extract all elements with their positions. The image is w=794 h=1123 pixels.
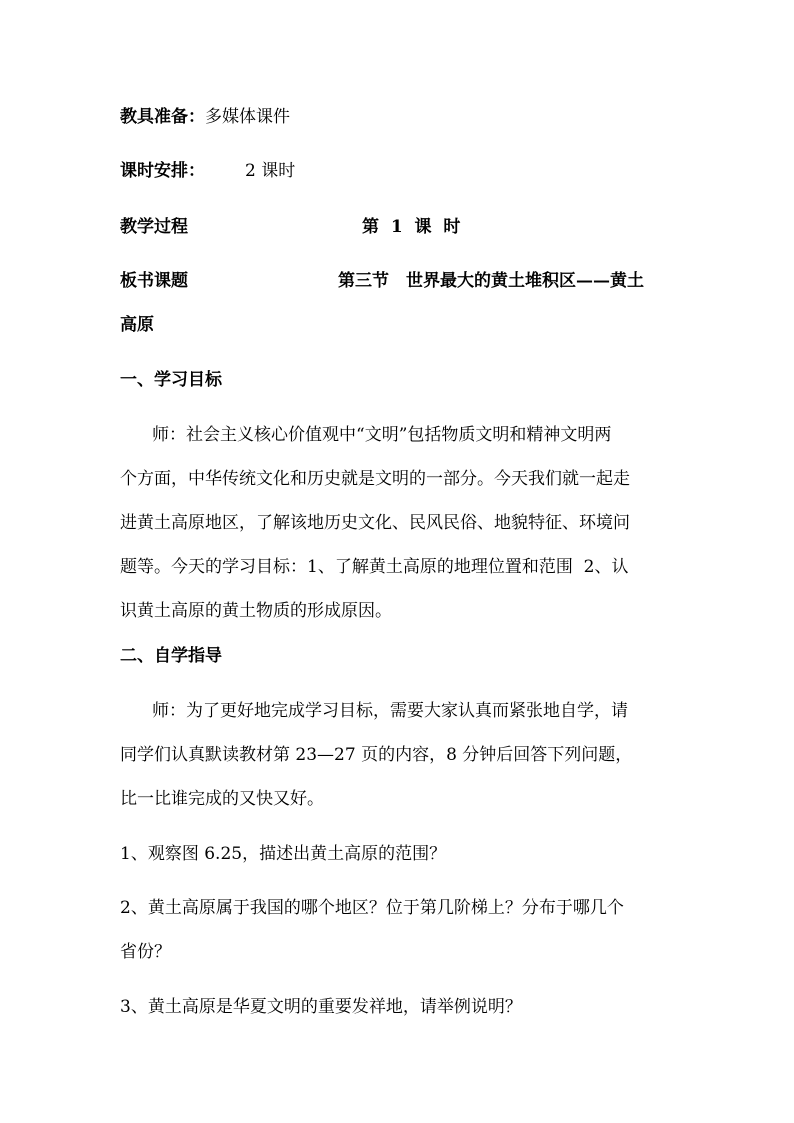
prep-value: 多媒体课件	[205, 107, 290, 127]
question-item: 3、黄土高原是华夏文明的重要发祥地，请举例说明？	[120, 997, 522, 1017]
process-line	[120, 216, 188, 238]
board-continuation: 高原	[120, 315, 154, 335]
prep-line	[120, 106, 290, 128]
section1-line: 师：社会主义核心价值观中“文明”包括物质文明和精神文明两	[152, 425, 612, 445]
question-continuation: 省份？	[120, 942, 171, 962]
board-label: 板书课题	[120, 271, 188, 291]
section2-heading: 二、自学指导	[120, 646, 222, 666]
section2-line: 师：为了更好地完成学习目标，需要大家认真而紧张地自学，请	[152, 701, 628, 721]
schedule-label: 课时安排：	[120, 161, 205, 181]
section1-heading: 一、学习目标	[120, 370, 222, 390]
question-item: 2、黄土高原属于我国的哪个地区？位于第几阶梯上？分布于哪几个	[120, 898, 624, 918]
question-item: 1、观察图 6.25，描述出黄土高原的范围？	[120, 844, 447, 864]
schedule-value: 2 课时	[245, 161, 296, 181]
section1-line: 个方面，中华传统文化和历史就是文明的一部分。今天我们就一起走	[120, 469, 630, 489]
schedule-line	[120, 160, 295, 182]
board-line	[120, 270, 188, 292]
prep-label: 教具准备：	[120, 107, 205, 127]
section1-line: 识黄土高原的黄土物质的形成原因。	[120, 601, 392, 621]
section2-line: 比一比谁完成的又快又好。	[120, 789, 324, 809]
section1-line: 题等。今天的学习目标：1、了解黄土高原的地理位置和范围 2、认	[120, 557, 629, 577]
section2-line: 同学们认真默读教材第 23—27 页的内容，8 分钟后回答下列问题，	[120, 745, 633, 765]
process-label: 教学过程	[120, 217, 188, 237]
process-value: 第 1 课 时	[362, 217, 461, 237]
board-value: 第三节 世界最大的黄土堆积区——黄土	[338, 271, 644, 291]
section1-line: 进黄土高原地区，了解该地历史文化、民风民俗、地貌特征、环境问	[120, 513, 630, 533]
